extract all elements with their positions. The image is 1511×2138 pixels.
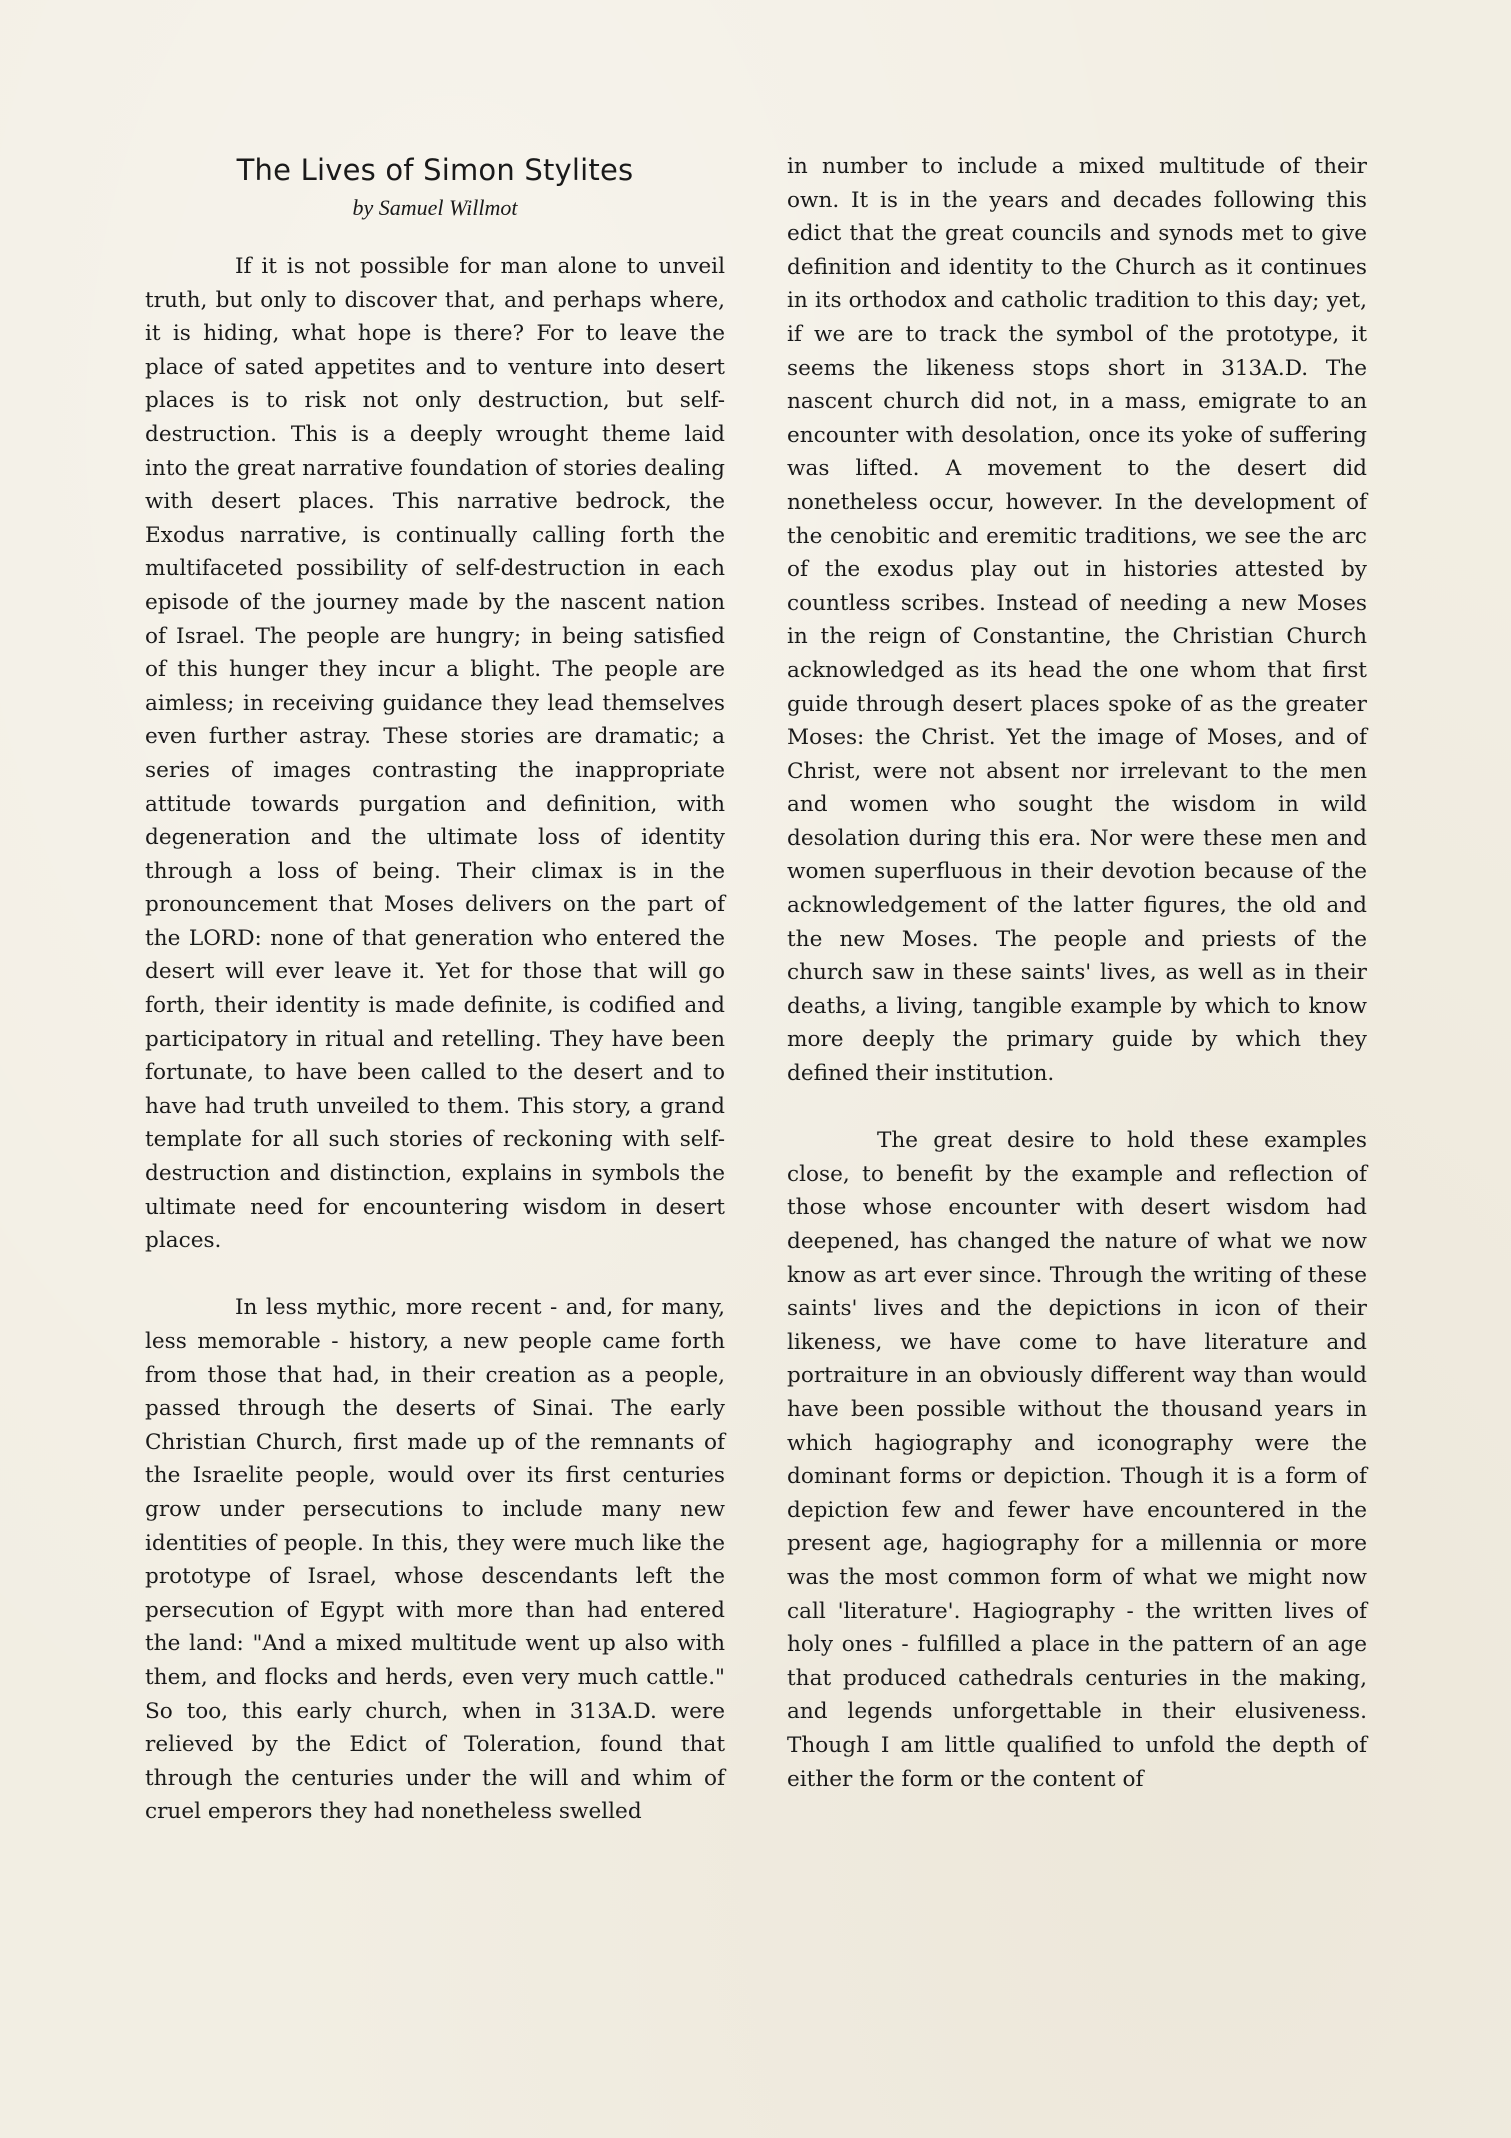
left-column — [145, 150, 725, 1829]
paragraph-spacer — [145, 1258, 725, 1292]
paragraph: If it is not possible for man alone to unveil truth, but only to discover that, and perhaps where, it is hiding, what hope is there? For to leave the place of sated appetites and to venture into desert places is to risk not only destruction, but self-destruction. This is a deeply wrought theme laid into the great narrative foundation of stories dealing with desert places. This narrative bedrock, the Exodus narrative, is continually calling forth the multifaceted possibility of self-destruction in each episode of the journey made by the nascent nation of Israel. The people are hungry; in being satisfied of this hunger they incur a blight. The people are aimless; in receiving guidance they lead themselves even further astray. These stories are dramatic; a series of images contrasting the inappropriate attitude towards purgation and definition, with degeneration and the ultimate loss of identity through a loss of being. Their climax is in the pronouncement that Moses delivers on the part of the LORD: none of that generation who entered the desert will ever leave it. Yet for those that will go forth, their identity is made definite, is codified and participatory in ritual and retelling. They have been fortunate, to have been called to the desert and to have had truth unveiled to them. This story, a grand template for all such stories of reckoning with self-destruction and distinction, explains in symbols the ultimate need for encountering wisdom in desert places. — [145, 254, 725, 1254]
paragraph-continued: in number to include a mixed multitude of their own. It is in the years and decades following this edict that the great councils and synods met to give definition and identity to the Church as it continues in its orthodox and catholic tradition to this day; yet, if we are to track the symbol of the prototype, it seems the likeness stops short in 313A.D. The nascent church did not, in a mass, emigrate to an encounter with desolation, once its yoke of suffering was lifted. A movement to the desert did nonetheless occur, however. In the development of the cenobitic and eremitic traditions, we see the arc of the exodus play out in histories attested by countless scribes. Instead of needing a new Moses in the reign of Constantine, the Christian Church acknowledged as its head the one whom that first guide through desert places spoke of as the greater Moses: the Christ. Yet the image of Moses, and of Christ, were not absent nor irrelevant to the men and women who sought the wisdom in wild desolation during this era. Nor were these men and women superfluous in their devotion because of the acknowledgement of the latter figures, the old and the new Moses. The people and priests of the church saw in these saints' lives, as well as in their deaths, a living, tangible example by which to know more deeply the primary guide by which they defined their institution. — [787, 154, 1367, 1087]
paragraph-spacer — [787, 1091, 1367, 1125]
right-column — [787, 150, 1367, 1796]
paragraph: In less mythic, more recent - and, for many, less memorable - history, a new people came forth from those that had, in their creation as a people, passed through the deserts of Sinai. The early Christian Church, first made up of the remnants of the Israelite people, would over its first centuries grow under persecutions to include many new identities of people. In this, they were much like the prototype of Israel, whose descendants left the persecution of Egypt with more than had entered the land: "And a mixed multitude went up also with them, and flocks and herds, even very much cattle." So too, this early church, when in 313A.D. were relieved by the Edict of Toleration, found that through the centuries under the will and whim of cruel emperors they had nonetheless swelled — [145, 1295, 725, 1825]
article-title: The Lives of Simon Stylites — [236, 153, 634, 187]
article-byline: by Samuel Willmot — [352, 195, 518, 220]
paragraph: The great desire to hold these examples close, to benefit by the example and reflection of those whose encounter with desert wisdom had deepened, has changed the nature of what we now know as art ever since. Through the writing of these saints' lives and the depictions in icon of their likeness, we have come to have literature and portraiture in an obviously different way than would have been possible without the thousand years in which hagiography and iconography were the dominant forms or depiction. Though it is a form of depiction few and fewer have encountered in the present age, hagiography for a millennia or more was the most common form of what we might now call 'literature'. Hagiography - the written lives of holy ones - fulfilled a place in the pattern of an age that produced cathedrals centuries in the making, and legends unforgettable in their elusiveness. Though I am little qualified to unfold the depth of either the form or the content of — [787, 1128, 1367, 1792]
